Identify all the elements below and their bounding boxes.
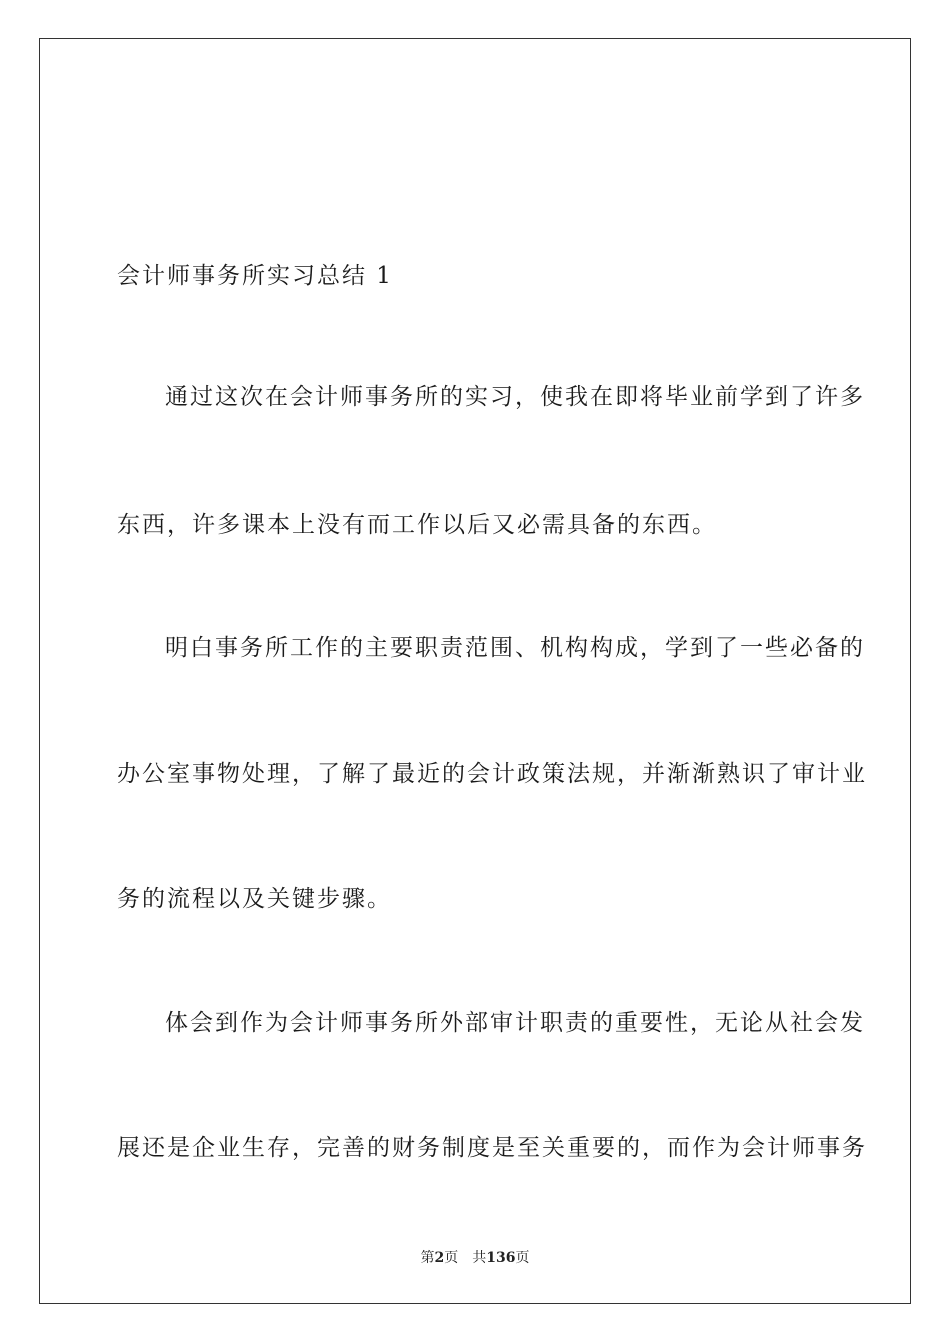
paragraph-3-line-2: 展还是企业生存，完善的财务制度是至关重要的，而作为会计师事务 xyxy=(117,1135,867,1161)
footer-page-prefix: 第 xyxy=(420,1250,435,1266)
paragraph-2-line-3: 务的流程以及关键步骤。 xyxy=(117,886,392,912)
footer-total-suffix: 页 xyxy=(515,1250,530,1266)
paragraph-1-line-2: 东西，许多课本上没有而工作以后又必需具备的东西。 xyxy=(117,512,717,538)
paragraph-2-line-2: 办公室事物处理，了解了最近的会计政策法规，并渐渐熟识了审计业 xyxy=(117,761,867,787)
document-title: 会计师事务所实习总结 1 xyxy=(117,263,393,289)
footer-total-prefix: 共 xyxy=(472,1250,487,1266)
paragraph-1-line-1: 通过这次在会计师事务所的实习，使我在即将毕业前学到了许多 xyxy=(165,384,865,410)
footer-page-suffix: 页 xyxy=(444,1250,459,1266)
footer-total-pages: 136 xyxy=(486,1250,516,1266)
page-footer xyxy=(0,1248,950,1268)
paragraph-2-line-1: 明白事务所工作的主要职责范围、机构构成，学到了一些必备的 xyxy=(165,635,865,661)
paragraph-3-line-1: 体会到作为会计师事务所外部审计职责的重要性，无论从社会发 xyxy=(165,1010,865,1036)
footer-page-number: 2 xyxy=(434,1250,445,1266)
page-border xyxy=(39,38,911,1304)
